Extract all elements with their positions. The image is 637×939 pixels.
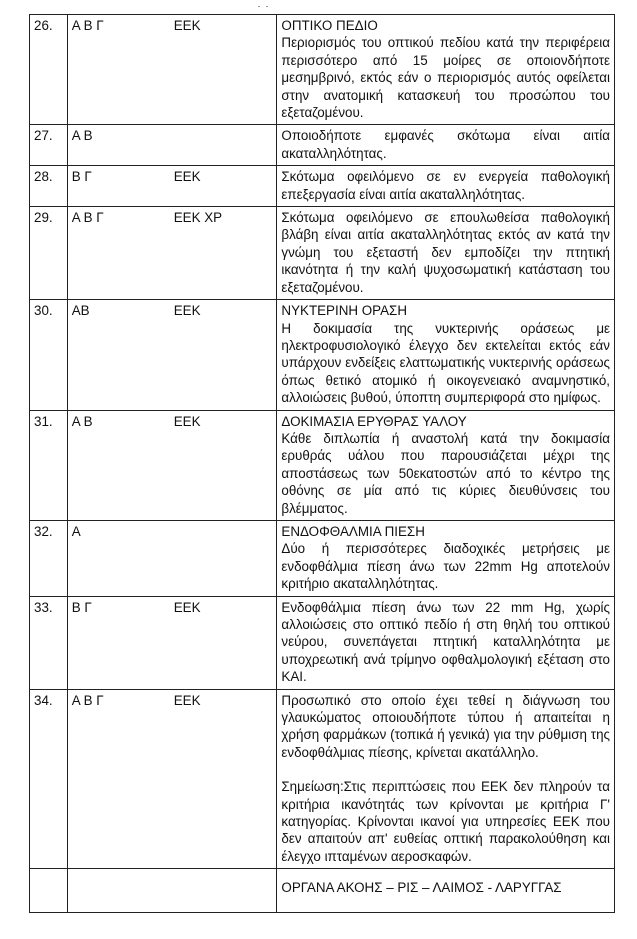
category-label: Α Β Γ xyxy=(71,692,104,708)
table-row xyxy=(30,596,615,689)
table-row xyxy=(30,207,615,300)
category-cell xyxy=(67,166,277,207)
eek-label: ΕΕΚ xyxy=(173,18,201,33)
criterion-cell xyxy=(277,410,615,520)
criterion-text: Οποιοδήποτε εμφανές σκότωμα είναι αιτία ακαταλληλότητας. xyxy=(281,128,610,161)
section-title: ΝΥΚΤΕΡΙΝΗ ΟΡΑΣΗ xyxy=(281,303,407,319)
criterion-text: Προσωπικό στο οποίο έχει τεθεί η διάγνωση του γλαυκώματος οποιουδήποτε τύπου ή απαιτείται η χρήση φαρμάκων (τοπικά ή γενικά) για την ρύθμιση της ενδοφθάλμιας πίεσης, κρίνεται ακατάλληλο. xyxy=(281,692,610,760)
criterion-cell xyxy=(277,300,615,410)
criteria-table xyxy=(29,14,615,913)
criterion-cell xyxy=(277,689,615,869)
criterion-text: Ενδοφθάλμια πίεση άνω των 22 mm Hg, χωρίς αλλοιώσεις στο οπτικό πεδίο ή στη θηλή του οπτικού νεύρου, συνεπάγεται πτητική καταλληλότητα με υποχρεωτική ανά τρίμηνο οφθαλμολογική εξέταση στο ΚΑΙ. xyxy=(281,599,610,685)
table-row xyxy=(30,125,615,166)
table-row xyxy=(30,520,615,596)
item-number: 28. xyxy=(30,166,68,207)
category-label: Α Β xyxy=(71,413,93,429)
category-cell xyxy=(67,15,277,125)
criterion-text: Περιορισμός του οπτικού πεδίου κατά την περιφέρεια περισσότερο από 15 μοίρες σε οποιονδήποτε μεσημβρινό, εκτός εάν ο περιορισμός αυτός οφείλεται στην ανατομική κατασκευή του προσώπου του εξεταζομένου. xyxy=(281,35,610,121)
criterion-cell xyxy=(277,125,615,166)
category-cell xyxy=(67,689,277,869)
item-number: 31. xyxy=(30,410,68,520)
criterion-text: Κάθε διπλωπία ή αναστολή κατά την δοκιμασία ερυθράς υάλου που παρουσιάζεται μέχρι της αποστάσεως των 50εκατοστών από το κέντρο της οθόνης σε μία από τις κύριες διευθύνσεις του βλέμματος. xyxy=(281,430,610,516)
category-label: Α Β Γ xyxy=(71,210,104,226)
table-row xyxy=(30,689,615,869)
criterion-cell xyxy=(277,596,615,689)
eek-label: ΕΕΚ xyxy=(173,413,201,429)
section-heading: ΟΡΓΑΝΑ ΑΚΟΗΣ – ΡΙΣ – ΛΑΙΜΟΣ - ΛΑΡΥΓΓΑΣ xyxy=(281,880,562,896)
scan-mark xyxy=(266,6,268,7)
category-cell xyxy=(67,300,277,410)
scan-mark xyxy=(258,6,260,7)
item-number: 34. xyxy=(30,689,68,869)
section-title: ΔΟΚΙΜΑΣΙΑ ΕΡΥΘΡΑΣ ΥΑΛΟΥ xyxy=(281,413,467,429)
criterion-cell xyxy=(277,15,615,125)
criterion-text: Σκότωμα οφειλόμενο σε επουλωθείσα παθολογική βλάβη είναι αιτία ακαταλληλότητας εκτός αν κατά την γνώμη του εξεταστή δεν εμποδίζει την πτητική ικανότητα ή την καλή ψυχοσωματική κατάσταση του εξεταζομένου. xyxy=(281,210,610,295)
table-row xyxy=(30,300,615,410)
eek-label: ΕΕΚ xyxy=(173,303,201,319)
criterion-text: Η δοκιμασία της νυκτερινής οράσεως με ηλεκτροφυσιολογικό έλεγχο δεν εκτελείται εκτός εάν υπάρχουν ενδείξεις ελαττωματικής νυκτερινής οράσεως όπως θετικό ατομικό ή οικογενειακό αναμνηστικό, αλλοιώσεις βυθού, ύποπτη συμπεριφορά στο ημίφως. xyxy=(281,320,610,406)
category-label: Β Γ xyxy=(71,599,92,615)
table-row xyxy=(30,15,615,125)
eek-label: ΕΕΚ xyxy=(173,169,201,185)
section-title: ΟΠΤΙΚΟ ΠΕΔΙΟ xyxy=(281,18,378,33)
item-number: 32. xyxy=(30,520,68,596)
category-cell xyxy=(67,125,277,166)
criterion-cell xyxy=(277,207,615,300)
eek-label: ΕΕΚ xyxy=(173,692,201,708)
category-label: Α Β Γ xyxy=(71,18,104,33)
category-cell xyxy=(67,410,277,520)
criterion-cell xyxy=(277,520,615,596)
category-cell xyxy=(67,520,277,596)
item-number xyxy=(30,869,68,913)
category-label: ΑΒ xyxy=(71,303,90,319)
item-number: 26. xyxy=(30,15,68,125)
item-number: 33. xyxy=(30,596,68,689)
criterion-cell xyxy=(277,869,615,913)
criterion-cell xyxy=(277,166,615,207)
criterion-text: Δύο ή περισσότερες διαδοχικές μετρήσεις με ενδοφθάλμια πίεση άνω των 22mm Hg αποτελούν κριτήριο ακαταλληλότητας. xyxy=(281,541,610,592)
criterion-text: Σκότωμα οφειλόμενο σε εν ενεργεία παθολογική επεξεργασία είναι αιτία ακαταλληλότητας. xyxy=(281,169,610,202)
item-number: 27. xyxy=(30,125,68,166)
category-cell xyxy=(67,207,277,300)
table-row xyxy=(30,410,615,520)
note-text: Σημείωση:Στις περιπτώσεις που ΕΕΚ δεν πληρούν τα κριτήρια ικανότητάς των κρίνονται με κριτήρια Γ' κατηγορίας. Κρίνονται ικανοί για υπηρεσίες ΕΕΚ που δεν απαιτούν απ' ευθείας οπτική παρακολούθηση και έλεγχο ιπταμένων αεροσκαφών. xyxy=(281,779,610,864)
table-row-footer xyxy=(30,869,615,913)
eek-label: ΕΕΚ ΧΡ xyxy=(173,210,223,226)
item-number: 30. xyxy=(30,300,68,410)
item-number: 29. xyxy=(30,207,68,300)
category-label: Α xyxy=(71,523,81,539)
category-cell xyxy=(67,596,277,689)
section-title: ΕΝΔΟΦΘΑΛΜΙΑ ΠΙΕΣΗ xyxy=(281,523,425,539)
table-row xyxy=(30,166,615,207)
category-label: Α Β xyxy=(71,128,93,144)
eek-label: ΕΕΚ xyxy=(173,599,201,615)
category-cell xyxy=(67,869,277,913)
category-label: Β Γ xyxy=(71,169,92,185)
